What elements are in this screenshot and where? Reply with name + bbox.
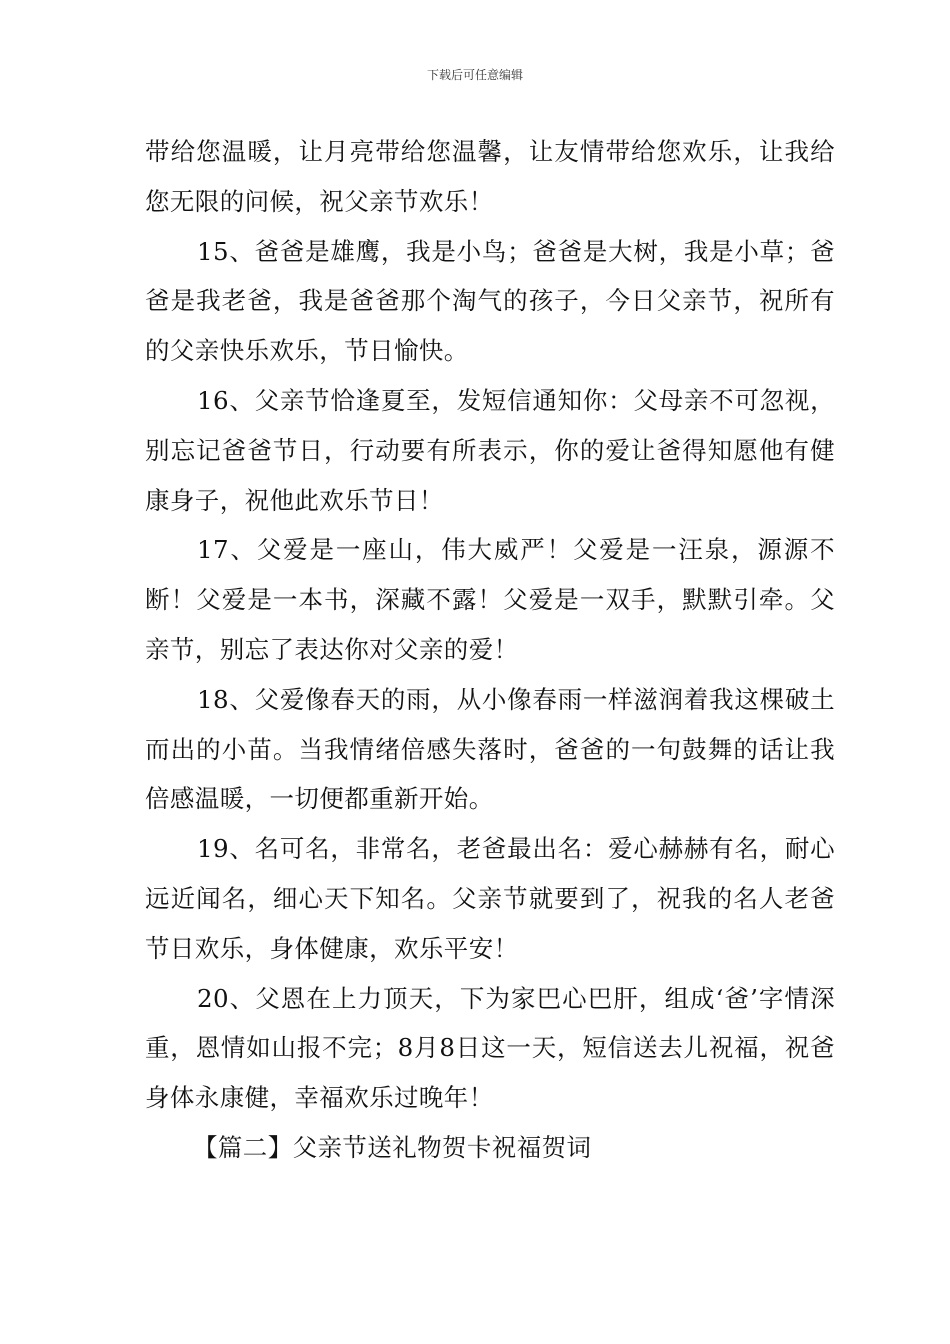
paragraph-18: 18、父爱像春天的雨，从小像春雨一样滋润着我这棵破土而出的小苗。当我情绪倍感失落时，爸爸的一句鼓舞的话让我倍感温暖，一切便都重新开始。 [145, 684, 835, 814]
document-body [145, 127, 835, 1173]
paragraph-15: 15、爸爸是雄鹰，我是小鸟；爸爸是大树，我是小草；爸爸是我老爸，我是爸爸那个淘气的孩子，今日父亲节，祝所有的父亲快乐欢乐，节日愉快。 [145, 236, 835, 366]
paragraph-20: 20、父恩在上力顶天，下为家巴心巴肝，组成‘爸’字情深重，恩情如山报不完；8月8日这一天，短信送去儿祝福，祝爸身体永康健，幸福欢乐过晚年！ [145, 983, 835, 1113]
paragraph-17: 17、父爱是一座山，伟大威严！父爱是一汪泉，源源不断！父爱是一本书，深藏不露！父爱是一双手，默默引牵。父亲节，别忘了表达你对父亲的爱！ [145, 535, 835, 664]
paragraph-16: 16、父亲节恰逢夏至，发短信通知你：父母亲不可忽视，别忘记爸爸节日，行动要有所表示，你的爱让爸得知愿他有健康身子，祝他此欢乐节日！ [145, 385, 835, 515]
paragraph-19: 19、名可名，非常名，老爸最出名：爱心赫赫有名，耐心远近闻名，细心天下知名。父亲节就要到了，祝我的名人老爸节日欢乐，身体健康，欢乐平安！ [145, 834, 835, 963]
section-heading: 【篇二】父亲节送礼物贺卡祝福贺词 [193, 1132, 592, 1162]
header-note: 下载后可任意编辑 [426, 68, 523, 82]
paragraph-continuation: 带给您温暖，让月亮带给您温馨，让友情带给您欢乐，让我给您无限的问候，祝父亲节欢乐！ [145, 137, 835, 216]
